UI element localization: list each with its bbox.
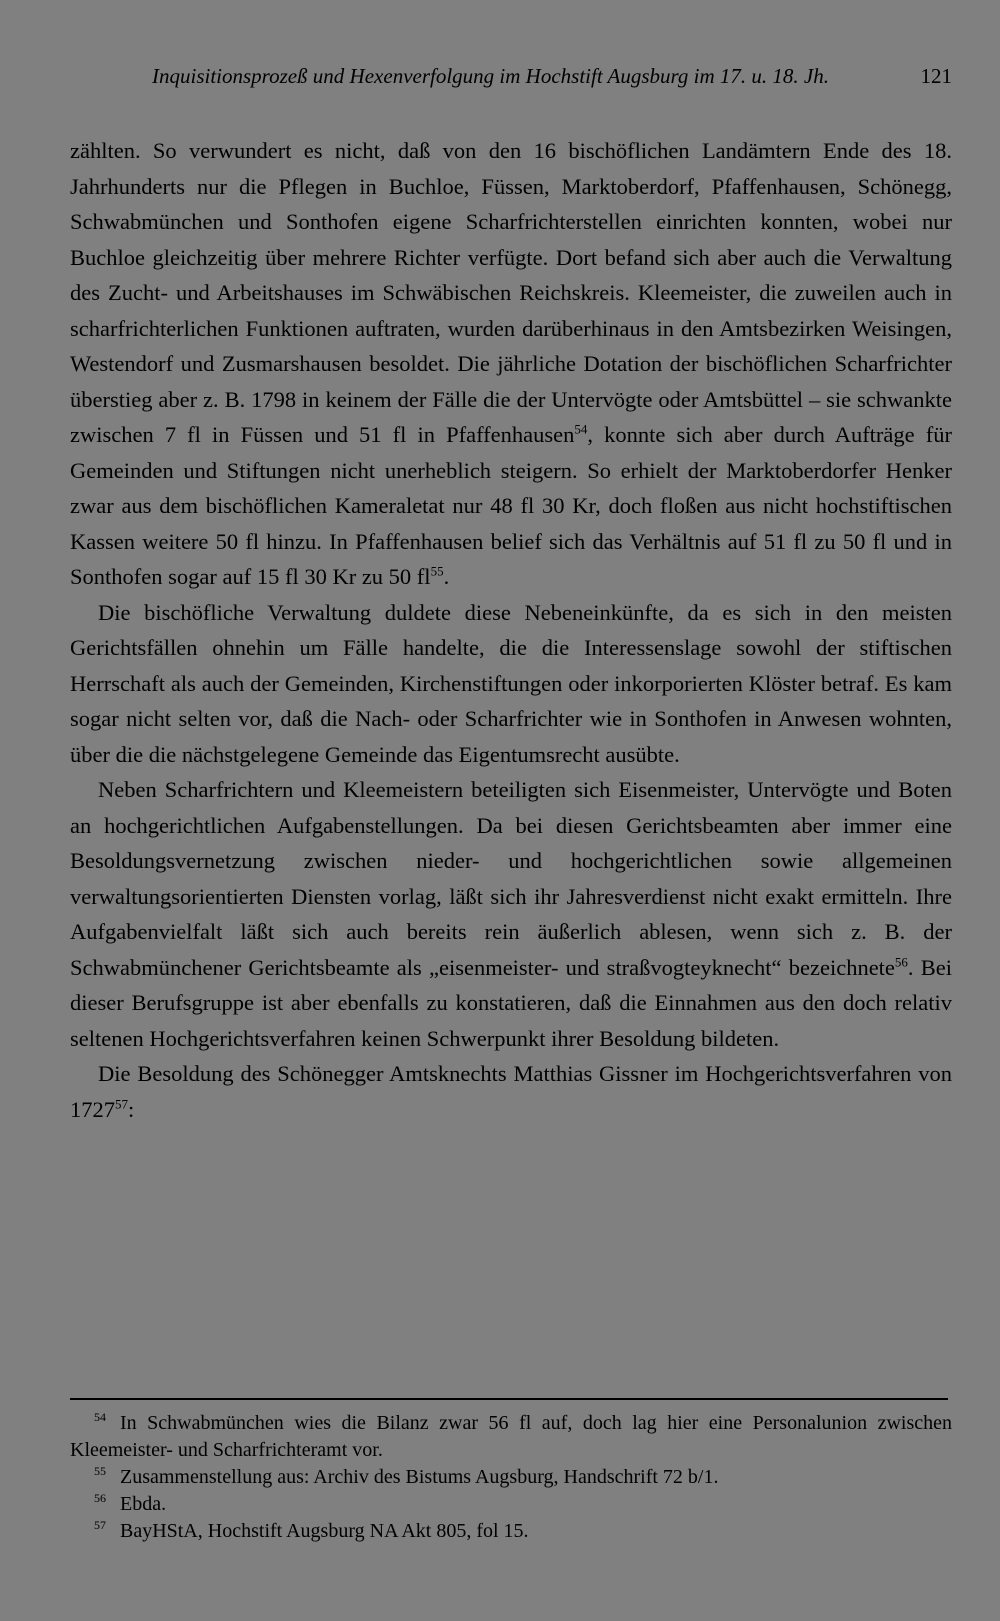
body-text — [70, 133, 952, 1127]
paragraph-text: , konnte sich aber durch Aufträge für Gemeinden und Stiftungen nicht unerheblich steigern. So erhielt der Marktoberdorfer Henker zwar aus dem bischöflichen Kameraletat nur 48 fl 30 Kr, doch floßen aus nicht hochstiftischen Kassen weitere 50 fl hinzu. In Pfaffenhausen belief sich das Verhältnis auf 51 fl zu 50 fl und in Sonthofen sogar auf 15 fl 30 Kr zu 50 fl — [70, 422, 952, 589]
footnote: 56 Ebda. — [94, 1491, 167, 1515]
paragraph — [70, 1056, 952, 1127]
footnotes — [70, 1410, 952, 1545]
paragraph-text: Die Besoldung des Schönegger Amtsknechts Matthias Gissner im Hochgerichtsverfahren von 1727 — [70, 1061, 952, 1122]
paragraph — [70, 595, 952, 773]
paragraph-text: . — [443, 564, 450, 589]
footnote-text: In Schwabmünchen wies die Bilanz zwar 56 fl auf, doch lag hier eine Personalunion zwischen Kleemeister- und Scharfrichteramt vor. — [70, 1412, 952, 1461]
footnote: 57 BayHStA, Hochstift Augsburg NA Akt 805, fol 15. — [94, 1518, 529, 1542]
footnote-text: BayHStA, Hochstift Augsburg NA Akt 805, fol 15. — [120, 1520, 529, 1542]
paragraph-text: Die bischöfliche Verwaltung duldete diese Nebeneinkünfte, da es sich in den meisten Gerichtsfällen ohnehin um Fälle handelte, die die Interessenslage sowohl der stiftischen Herrschaft als auch der Gemeinden, Kirchenstiftungen oder inkorporierten Klöster betraf. Es kam sogar nicht selten vor, daß die Nach- oder Scharfrichter wie in Sonthofen in Anwesen wohnten, über die die nächstgelegene Gemeinde das Eigentumsrecht ausübte. — [70, 599, 952, 767]
paragraph-text: : — [128, 1096, 135, 1122]
paragraph-text: zählten. So verwundert es nicht, daß von den 16 bischöflichen Landämtern Ende des 18. Jahrhunderts nur die Pflegen in Buchloe, Füssen, Marktoberdorf, Pfaffenhausen, Schönegg, Schwabmünchen und Sonthofen eigene Scharfrichterstellen einrichten konnten, wobei nur Buchloe gleichzeitig über mehrere Richter verfügte. Dort befand sich aber auch die Verwaltung des Zucht- und Arbeitshauses im Schwäbischen Reichskreis. Kleemeister, die zuweilen auch in scharfrichterlichen Funktionen auftraten, wurden darüberhinaus in den Amtsbezirken Weisingen, Westendorf und Zusmarshausen besoldet. Die jährliche Dotation der bischöflichen Scharfrichter überstieg aber z. B. 1798 in keinem der Fälle die der Untervögte oder Amtsbüttel – sie schwankte zwischen 7 fl in Füssen und 51 fl in Pfaffenhausen — [70, 138, 952, 447]
paragraph — [70, 772, 952, 1056]
footnote-ref: 54 — [574, 421, 588, 437]
footnote-ref: 57 — [115, 1096, 128, 1111]
paragraph-text: Neben Scharfrichtern und Kleemeistern beteiligten sich Eisenmeister, Untervögte und Boten an hochgerichtlichen Aufgabenstellungen. Da bei diesen Gerichtsbeamten aber immer eine Besoldungsvernetzung zwischen nieder- und hochgerichtlichen sowie allgemeinen verwaltungsorientierten Diensten vorlag, läßt sich ihr Jahresverdienst nicht exakt ermitteln. Ihre Aufgabenvielfalt läßt sich auch bereits rein äußerlich ablesen, wenn sich z. B. der Schwabmünchener Gerichtsbeamte als „eisenmeister- und straßvogteyknecht“ bezeichnete — [70, 777, 952, 980]
footnote-text: Zusammenstellung aus: Archiv des Bistums Augsburg, Handschrift 72 b/1. — [120, 1466, 719, 1488]
footnote-ref: 55 — [430, 563, 444, 579]
running-title: Inquisitionsprozeß und Hexenverfolgung im Hochstift Augsburg im 17. u. 18. Jh. — [152, 64, 830, 88]
footnote-rule — [70, 1398, 948, 1400]
footnote-ref: 56 — [894, 954, 908, 969]
page-number: 121 — [920, 64, 952, 88]
paragraph — [70, 133, 952, 595]
footnote: 55 Zusammenstellung aus: Archiv des Bistums Augsburg, Handschrift 72 b/1. — [94, 1464, 719, 1488]
footnote: 54 In Schwabmünchen wies die Bilanz zwar 56 fl auf, doch lag hier eine Personalunion zwischen Kleemeister- und Scharfrichteramt vor. — [70, 1410, 952, 1461]
footnote-text: Ebda. — [120, 1493, 167, 1515]
running-header — [152, 64, 952, 98]
paragraph-text: . Bei dieser Berufsgruppe ist aber ebenfalls zu konstatieren, daß die Einnahmen aus den doch relativ seltenen Hochgerichtsverfahren keinen Schwerpunkt ihrer Besoldung bildeten. — [70, 954, 952, 1051]
